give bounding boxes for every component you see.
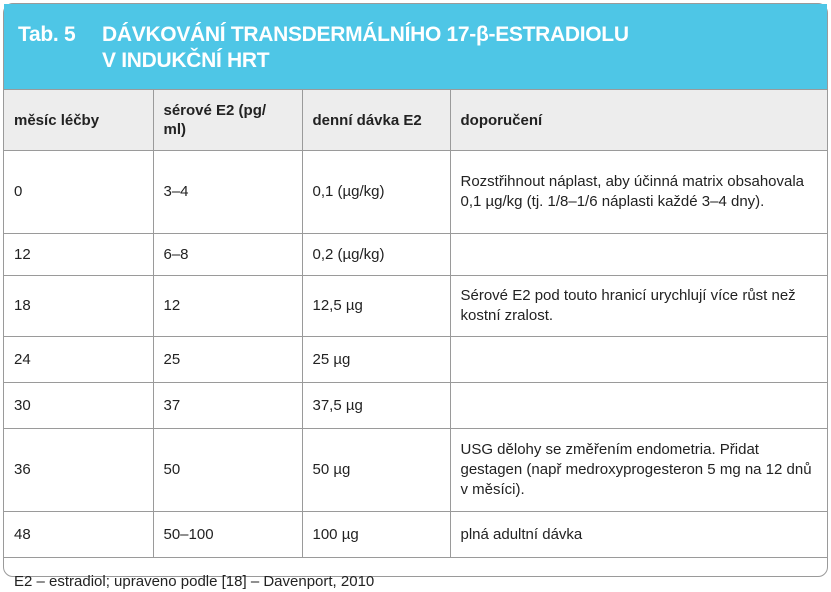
cell-serum-e2: 6–8 [153,234,302,276]
cell-recommendation: USG dělohy se změřením endometria. Přidat gestagen (např medroxyprogesteron 5 mg na 12 dnů v měsíci). [450,429,827,512]
table-row [4,151,827,234]
cell-month: 12 [4,234,153,276]
cell-daily-dose: 37,5 µg [302,383,450,429]
cell-month: 24 [4,337,153,383]
cell-serum-e2: 50–100 [153,512,302,558]
table-footnote: E2 – estradiol; upraveno podle [18] – Davenport, 2010 [14,573,375,590]
cell-daily-dose: 100 µg [302,512,450,558]
table-title-bar [4,4,827,90]
cell-recommendation: Sérové E2 pod touto hranicí urychlují více růst než kostní zralost. [450,276,827,337]
cell-serum-e2: 50 [153,429,302,512]
cell-month: 0 [4,151,153,234]
cell-serum-e2: 37 [153,383,302,429]
column-header-recommendation: doporučení [450,90,827,151]
cell-daily-dose: 0,1 (µg/kg) [302,151,450,234]
cell-month: 30 [4,383,153,429]
cell-serum-e2: 12 [153,276,302,337]
cell-daily-dose: 0,2 (µg/kg) [302,234,450,276]
cell-daily-dose: 12,5 µg [302,276,450,337]
cell-recommendation [450,234,827,276]
column-header-daily-dose: denní dávka E2 [302,90,450,151]
table-row [4,337,827,383]
table-row [4,276,827,337]
cell-recommendation: plná adultní dávka [450,512,827,558]
cell-month: 48 [4,512,153,558]
cell-serum-e2: 25 [153,337,302,383]
table-row [4,512,827,558]
table-number: Tab. 5 [18,23,76,46]
cell-month: 18 [4,276,153,337]
table-title: DÁVKOVÁNÍ TRANSDERMÁLNÍHO 17-β-ESTRADIOLU V INDUKČNÍ HRT [102,23,629,72]
column-header-month: měsíc léčby [4,90,153,151]
table-header-row [4,90,827,151]
cell-daily-dose: 25 µg [302,337,450,383]
cell-recommendation [450,337,827,383]
dosage-table [4,90,827,558]
cell-serum-e2: 3–4 [153,151,302,234]
table-row [4,383,827,429]
table-row [4,429,827,512]
column-header-serum-e2: sérové E2 (pg/ ml) [153,90,302,151]
cell-month: 36 [4,429,153,512]
cell-recommendation [450,383,827,429]
cell-daily-dose: 50 µg [302,429,450,512]
table-row [4,234,827,276]
cell-recommendation: Rozstřihnout náplast, aby účinná matrix obsahovala 0,1 µg/kg (tj. 1/8–1/6 náplasti každé 3–4 dny). [450,151,827,234]
dosage-table-card [3,3,828,590]
